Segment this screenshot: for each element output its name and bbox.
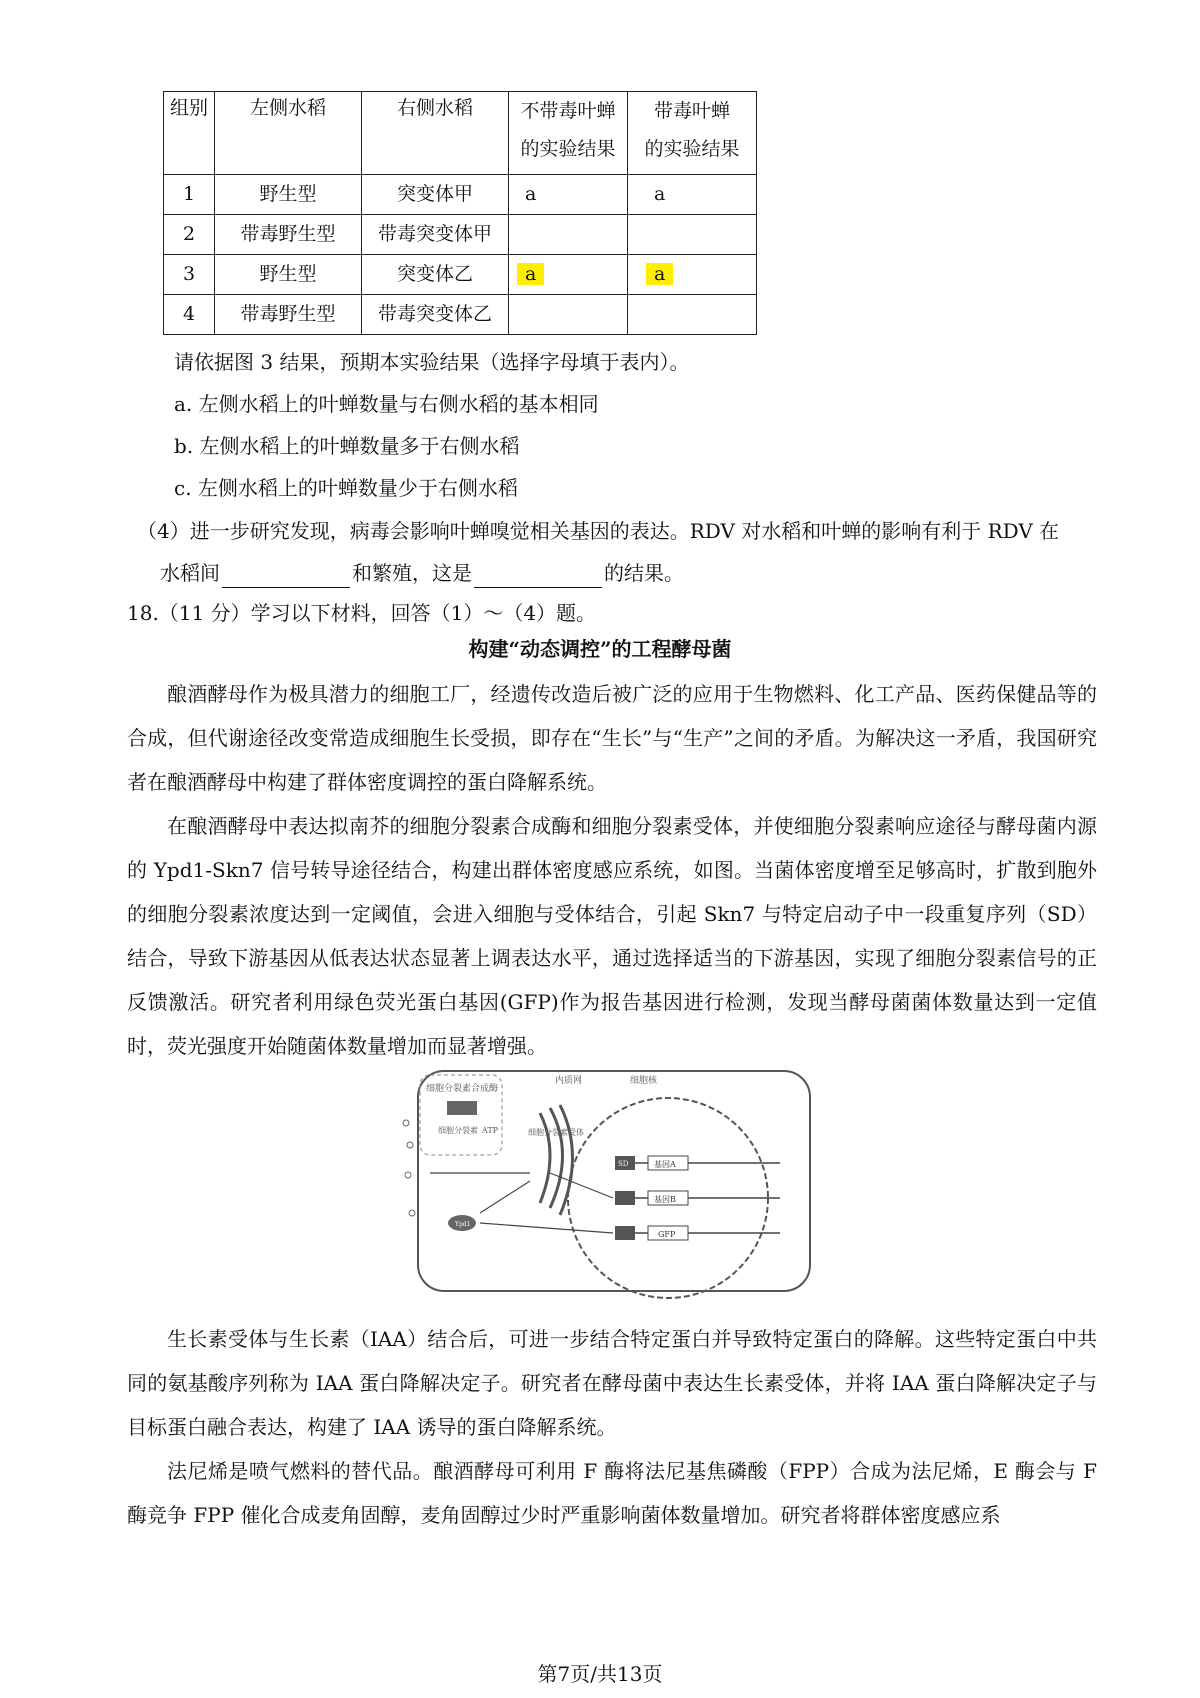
table-row: [164, 255, 757, 295]
dots: [403, 1120, 415, 1216]
question-4-line1: （4）进一步研究发现，病毒会影响叶蝉嗅觉相关基因的表达。RDV 对水稻和叶蝉的影响有利于 RDV 在: [137, 519, 1060, 543]
label-sd: SD: [618, 1160, 629, 1168]
article-title: 构建“动态调控”的工程酵母菌: [468, 637, 732, 661]
cell-right: [362, 175, 509, 215]
cell-text: 带毒野生型: [240, 303, 336, 325]
cell-text: a: [525, 183, 537, 205]
paragraph: 酿酒酵母作为极具潜力的细胞工厂，经遗传改造后被广泛的应用于生物燃料、化工产品、医药保健品等的合成，但代谢途径改变常造成细胞生长受损，即存在“生长”与“生产”之间的矛盾。为解决这一矛盾，我国研究者在酿酒酵母中构建了群体密度调控的蛋白降解系统。: [127, 682, 1097, 794]
header-line: 不带毒叶蝉: [520, 100, 616, 122]
er-membrane: [540, 1105, 573, 1215]
cell-text: [509, 215, 627, 223]
label-ypd: Ypd1: [455, 1221, 471, 1228]
cell-text: 野生型: [259, 263, 317, 285]
answer-blank[interactable]: [222, 565, 350, 588]
label-er: 内质网: [555, 1076, 583, 1086]
cell-text: [509, 295, 627, 303]
highlighted-answer: a: [517, 263, 544, 285]
cell-text: [628, 295, 756, 303]
cell-result-2[interactable]: [628, 295, 757, 335]
option-b: b. 左侧水稻上的叶蝉数量多于右侧水稻: [174, 434, 520, 458]
paragraph: 法尼烯是喷气燃料的替代品。酿酒酵母可利用 F 酶将法尼基焦磷酸（FPP）合成为法尼烯，E 酶会与 F 酶竞争 FPP 催化合成麦角固醇，麦角固醇过少时严重影响菌体数量增加。研究者将群体密度感应系: [127, 1459, 1097, 1527]
header-text: 组别: [169, 97, 208, 119]
header-text: 右侧水稻: [396, 97, 473, 119]
cell-result-2[interactable]: [628, 255, 757, 295]
question-18-header: 18.（11 分）学习以下材料，回答（1）～（4）题。: [127, 601, 597, 625]
cell-text: a: [654, 183, 666, 205]
signal-arrow: [480, 1223, 613, 1233]
cell-highlight: [509, 255, 627, 293]
cell-left: [215, 215, 362, 255]
enzyme-icon: [447, 1101, 477, 1115]
cell-right: [362, 215, 509, 255]
cell-group: [164, 175, 215, 215]
cell-result-1[interactable]: [509, 295, 628, 335]
sd-box: [615, 1226, 635, 1240]
signal-arrow: [480, 1181, 530, 1213]
table-header-row: [164, 92, 757, 175]
paragraph: 生长素受体与生长素（IAA）结合后，可进一步结合特定蛋白并导致特定蛋白的降解。这些特定蛋白中共同的氨基酸序列称为 IAA 蛋白降解决定子。研究者在酵母菌中表达生长素受体，并将 IAA 蛋白降解决定子与目标蛋白融合表达，构建了 IAA 诱导的蛋白降解系统。: [127, 1327, 1097, 1439]
cell-left: [215, 175, 362, 215]
cell-group: [164, 255, 215, 295]
header-line: 带毒叶蝉: [653, 100, 730, 122]
q4-text: 水稻间: [160, 561, 220, 585]
label-gene-b: 基因B: [654, 1195, 676, 1204]
header-text: 左侧水稻: [249, 97, 326, 119]
header-right: [362, 92, 509, 175]
cell-text: 野生型: [259, 183, 317, 205]
page-number: 第7页/共13页: [537, 1662, 663, 1686]
cell-text: 带毒野生型: [240, 223, 336, 245]
cell-text: 带毒突变体乙: [377, 303, 492, 325]
cell-text: 带毒突变体甲: [377, 223, 492, 245]
header-group: [164, 92, 215, 175]
answer-blank[interactable]: [474, 565, 602, 588]
label-atp: ATP: [482, 1126, 499, 1135]
cell-text: 突变体乙: [396, 263, 473, 285]
header-text: [509, 92, 627, 174]
header-virus: [628, 92, 757, 175]
header-text: [628, 92, 756, 174]
cell-text: [628, 215, 756, 223]
cell-result-1[interactable]: [509, 215, 628, 255]
sd-box: [615, 1191, 635, 1205]
table-row: [164, 215, 757, 255]
header-line: 的实验结果: [520, 138, 616, 160]
cell-text: 2: [182, 223, 196, 245]
paragraph: 在酿酒酵母中表达拟南芥的细胞分裂素合成酶和细胞分裂素受体，并使细胞分裂素响应途径与酵母菌内源的 Ypd1-Skn7 信号转导途径结合，构建出群体密度感应系统，如图。当菌体密度增至足够高时，扩散到胞外的细胞分裂素浓度达到一定阈值，会进入细胞与受体结合，引起 Skn7 与特定启动子中一段重复序列（SD）结合，导致下游基因从低表达状态显著上调表达水平，通过选择适当的下游基因，实现了细胞分裂素信号的正反馈激活。研究者利用绿色荧光蛋白基因(GFP)作为报告基因进行检测，发现当酵母菌菌体数量达到一定值时，荧光强度开始随菌体数量增加而显著增强。: [127, 814, 1097, 1058]
header-left: [215, 92, 362, 175]
cell-result-2[interactable]: [628, 175, 757, 215]
label-receptor: 细胞分裂素受体: [528, 1128, 584, 1137]
cell-text: 4: [182, 303, 196, 325]
yeast-quorum-sensing-diagram: [400, 1063, 820, 1299]
cell-right: [362, 255, 509, 295]
cell-right: [362, 295, 509, 335]
question-4-line2: [160, 558, 684, 588]
cell-group: [164, 215, 215, 255]
experiment-table: [163, 91, 757, 335]
table-row: [164, 295, 757, 335]
cell-group: [164, 295, 215, 335]
label-cytokinin: 细胞分裂素: [438, 1126, 478, 1135]
label-gene-a: 基因A: [654, 1160, 676, 1169]
instruction-text: 请依据图 3 结果，预期本实验结果（选择字母填于表内）。: [174, 350, 690, 374]
table-row: [164, 175, 757, 215]
cell-text: 突变体甲: [396, 183, 473, 205]
cell-result-2[interactable]: [628, 215, 757, 255]
article-body-2: [127, 1317, 1097, 1537]
q4-text: 和繁殖，这是: [352, 561, 472, 585]
header-line: 的实验结果: [644, 138, 740, 160]
cell-left: [215, 295, 362, 335]
highlighted-answer: a: [646, 263, 673, 285]
cell-text: 3: [182, 263, 196, 285]
header-no-virus: [509, 92, 628, 175]
label-gfp: GFP: [658, 1230, 676, 1239]
cell-left: [215, 255, 362, 295]
cell-highlight: [628, 255, 756, 293]
cell-result-1[interactable]: [509, 175, 628, 215]
q4-text: 的结果。: [604, 561, 684, 585]
cell-text: 1: [182, 183, 196, 205]
cell-result-1[interactable]: [509, 255, 628, 295]
article-body: [127, 672, 1097, 1068]
label-nucleus: 细胞核: [630, 1076, 658, 1086]
option-a: a. 左侧水稻上的叶蝉数量与右侧水稻的基本相同: [174, 392, 599, 416]
label-enzyme: 细胞分裂素合成酶: [425, 1084, 499, 1094]
option-c: c. 左侧水稻上的叶蝉数量少于右侧水稻: [174, 476, 518, 500]
